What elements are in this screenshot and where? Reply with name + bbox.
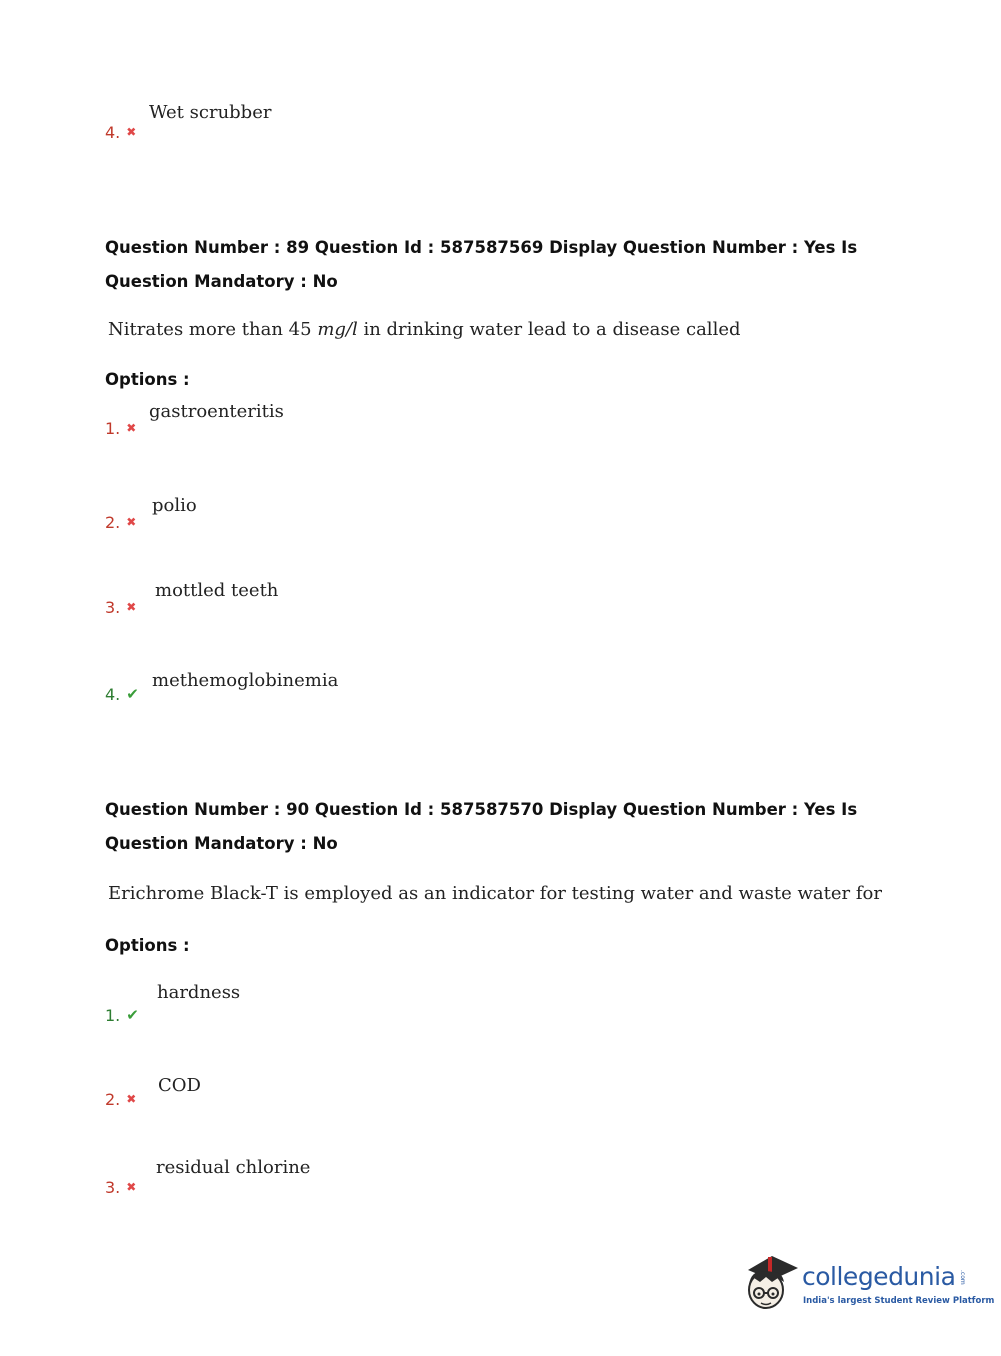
options-label: Options :	[105, 370, 190, 389]
cross-mark-icon: ✖	[126, 600, 137, 614]
option-number: 4. ✖	[105, 123, 137, 142]
option-text: residual chlorine	[156, 1157, 311, 1178]
check-mark-icon: ✔	[126, 685, 139, 703]
option-number: 1. ✖	[105, 419, 137, 438]
cross-mark-icon: ✖	[126, 125, 137, 139]
logo-suffix: .com	[959, 1270, 966, 1285]
cross-mark-icon: ✖	[126, 1092, 137, 1106]
cross-mark-icon: ✖	[126, 421, 137, 435]
option-text: gastroenteritis	[149, 401, 284, 422]
option-number: 4. ✔	[105, 685, 139, 704]
option-number: 1. ✔	[105, 1006, 139, 1025]
option-text: methemoglobinemia	[152, 670, 339, 691]
question-header: Question Number : 89 Question Id : 587587569 Display Question Number : Yes Is Question Mandatory : No	[105, 238, 858, 291]
logo-wordmark: collegedunia	[802, 1262, 956, 1291]
logo-tagline: India's largest Student Review Platform	[803, 1296, 995, 1306]
option-text: mottled teeth	[155, 580, 279, 601]
options-label: Options :	[105, 936, 190, 955]
option-text: hardness	[157, 982, 241, 1003]
option-number: 3. ✖	[105, 598, 137, 617]
question-header: Question Number : 90 Question Id : 587587570 Display Question Number : Yes Is Question Mandatory : No	[105, 800, 858, 853]
option-text: polio	[152, 495, 197, 516]
option-number: 2. ✖	[105, 1090, 137, 1109]
question-text: Nitrates more than 45 mg/l in drinking water lead to a disease called	[108, 319, 741, 340]
option-number: 2. ✖	[105, 513, 137, 532]
collegedunia-logo[interactable]	[742, 1250, 995, 1320]
option-number: 3. ✖	[105, 1178, 137, 1197]
cross-mark-icon: ✖	[126, 515, 137, 529]
cross-mark-icon: ✖	[126, 1180, 137, 1194]
option-text: Wet scrubber	[149, 102, 272, 123]
option-text: COD	[158, 1075, 201, 1096]
check-mark-icon: ✔	[126, 1006, 139, 1024]
mascot-icon	[742, 1250, 802, 1320]
question-text: Erichrome Black-T is employed as an indicator for testing water and waste water for	[108, 883, 882, 904]
